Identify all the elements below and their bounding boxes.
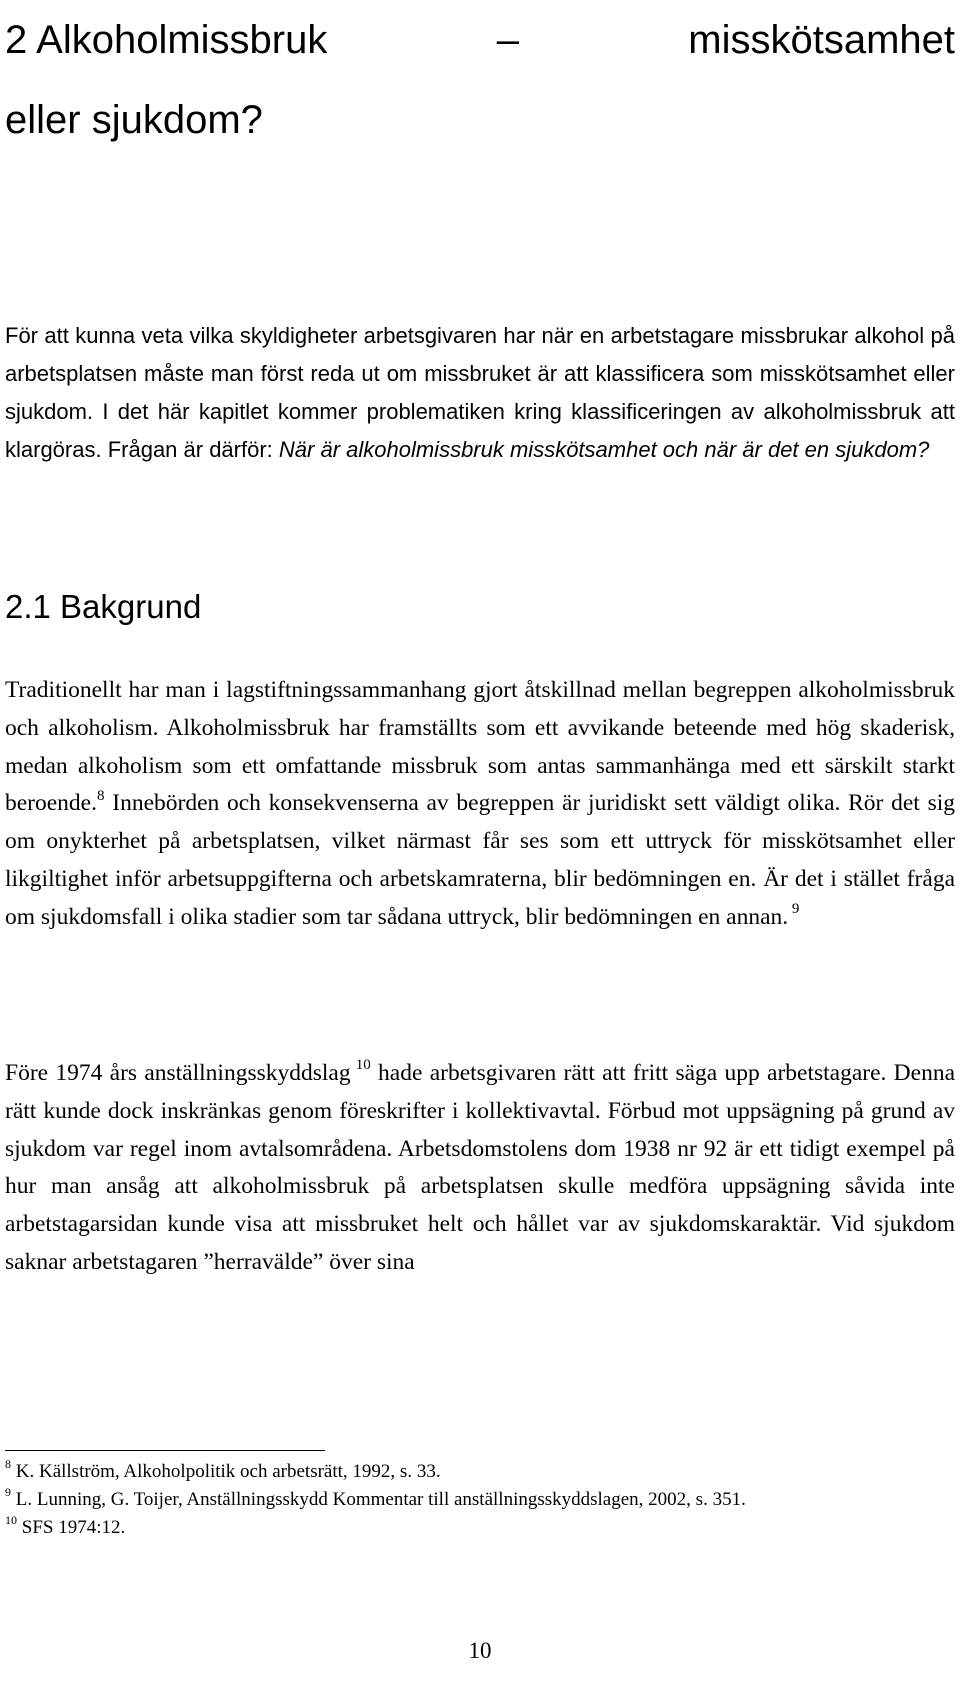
page-number: 10 (468, 1638, 492, 1663)
section-heading: 2.1 Bakgrund (5, 588, 202, 625)
document-page (5, 0, 955, 1685)
chapter-heading-line2: eller sjukdom? (5, 98, 263, 142)
footnote-text: L. Lunning, G. Toijer, Anställningsskydd Kommentar till anställningsskyddslagen, 2002, s. 351. (11, 1489, 746, 1510)
footnote-text: SFS 1974:12. (17, 1517, 126, 1538)
paragraph1-text-b: Innebörden och konsekvenserna av begreppen är juridiskt sett väldigt olika. Rör det sig om onykterhet på arbetsplatsen, vilket närmast får ses som ett uttryck för misskötsamhet eller likgiltighet inför arbetsuppgifterna och arbetskamraterna, blir bedömningen en. Är det i stället fråga om sjukdomsfall i olika stadier som tar sådana uttryck, blir bedömningen en annan. (5, 790, 955, 930)
paragraph1-text-a: Traditionellt har man i lagstiftningssammanhang gjort åtskillnad mellan begreppen alkoholmissbruk och alkoholism. Alkoholmissbruk har framställts som ett avvikande beteende med hög skaderisk, medan alkoholism som ett omfattande missbruk som antas sammanhänga med ett särskilt starkt beroende. (5, 677, 955, 817)
chapter-heading-part1: 2 Alkoholmissbruk (5, 18, 328, 62)
chapter-heading (5, 0, 955, 160)
footnotes (5, 1458, 955, 1542)
footnote-divider (5, 1450, 325, 1451)
body-paragraph-1 (5, 672, 955, 937)
footnote-item (5, 1486, 955, 1514)
footnote-number: 9 (5, 1484, 11, 1499)
chapter-heading-line1 (5, 0, 955, 80)
footnote-item (5, 1514, 955, 1542)
footnote-number: 10 (5, 1512, 17, 1527)
footnote-text: K. Källström, Alkoholpolitik och arbetsrätt, 1992, s. 33. (11, 1461, 441, 1482)
intro-paragraph (5, 317, 955, 469)
footnote-ref-8[interactable]: 8 (97, 787, 105, 804)
intro-question: När är alkoholmissbruk misskötsamhet och när är det en sjukdom? (278, 437, 930, 462)
footnote-item (5, 1458, 955, 1486)
footnote-number: 8 (5, 1456, 11, 1471)
footnote-ref-9[interactable]: 9 (788, 900, 800, 917)
paragraph2-text-a: Före 1974 års anställningsskyddslag (5, 1060, 351, 1086)
chapter-heading-dash: – (496, 18, 519, 62)
body-paragraph-2 (5, 1055, 955, 1282)
intro-text: För att kunna veta vilka skyldigheter arbetsgivaren har när en arbetstagare missbrukar alkohol på arbetsplatsen måste man först reda ut om missbruket är att klassificera som misskötsamhet eller sjukdom. I det här kapitlet kommer problematiken kring klassificeringen av alkoholmissbruk att klargöras. Frågan är därför: (5, 323, 955, 462)
chapter-heading-part2: misskötsamhet (688, 18, 955, 62)
footnote-ref-10[interactable]: 10 (350, 1057, 371, 1074)
paragraph2-text-b: hade arbetsgivaren rätt att fritt säga upp arbetstagare. Denna rätt kunde dock inskränkas genom föreskrifter i kollektivavtal. Förbud mot uppsägning på grund av sjukdom var regel inom avtalsområdena. Arbetsdomstolens dom 1938 nr 92 är ett tidigt exempel på hur man ansåg att alkoholmissbruk på arbetsplatsen skulle medföra uppsägning såvida inte arbetstagarsidan kunde visa att missbruket helt och hållet var av sjukdomskaraktär. Vid sjukdom saknar arbetstagaren ”herravälde” över sina (5, 1060, 956, 1275)
